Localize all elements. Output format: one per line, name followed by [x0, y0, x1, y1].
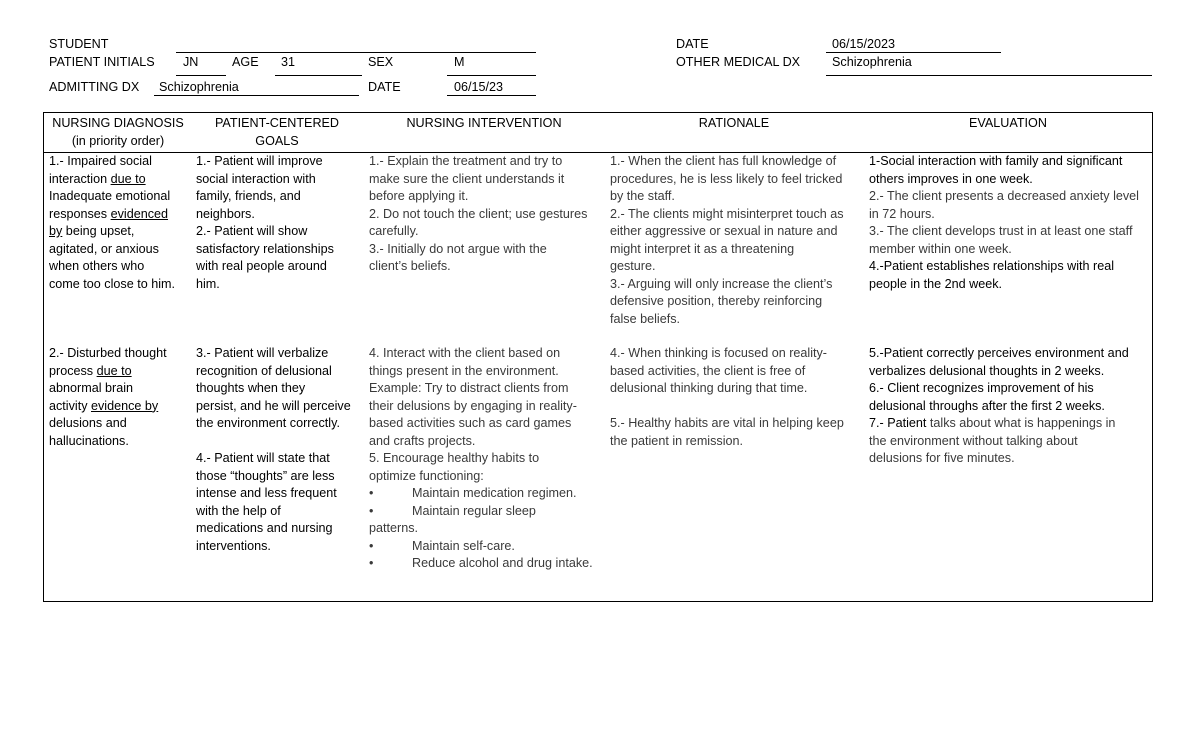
bullet-text: Maintain self-care. — [412, 538, 515, 553]
text-line: agitated, or anxious — [49, 241, 159, 256]
text-line: 2. Do not touch the client; use gestures — [369, 206, 588, 221]
date-label: DATE — [676, 37, 709, 51]
text-line: gesture. — [610, 259, 656, 273]
text-line: thoughts when they — [196, 381, 306, 395]
text-span: talks about what is happenings in — [926, 416, 1116, 430]
text-line — [49, 171, 195, 189]
underlined-text: due to — [110, 171, 146, 186]
underlined-text: evidence by — [91, 398, 159, 413]
text-line: 5.-Patient correctly perceives environment and — [869, 346, 1129, 360]
text-line: 3.- Arguing will only increase the client’s — [610, 276, 833, 291]
text-line: member within one week. — [869, 241, 1012, 256]
text-line: carefully. — [369, 224, 419, 238]
text-line: 3.- Patient will verbalize — [196, 346, 329, 360]
text-line: with real people around — [196, 259, 327, 273]
bullet-icon: • — [369, 486, 374, 500]
text-line — [49, 223, 195, 241]
patient-initials-value: JN — [183, 55, 199, 69]
text-line: delusions and — [49, 416, 127, 430]
text-line: before applying it. — [369, 189, 469, 203]
text-line: either aggressive or sexual in nature and — [610, 224, 838, 238]
text-line: the environment without talking about — [869, 433, 1078, 448]
text-line — [869, 415, 1151, 433]
text-line: in 72 hours. — [869, 206, 935, 221]
admit-date-label: DATE — [368, 80, 401, 94]
text-line: 4.- Patient will state that — [196, 451, 330, 465]
text-line: optimize functioning: — [369, 468, 484, 483]
text-line: based activities, the client is free of — [610, 363, 806, 378]
row2-intervention — [369, 345, 609, 573]
other-medical-dx-line — [826, 75, 1152, 76]
text-line: with the help of — [196, 503, 281, 518]
text-line: when others who — [49, 259, 145, 273]
text-line: make sure the client understands it — [369, 171, 565, 186]
row2-nursing-diagnosis — [49, 345, 195, 450]
text-span: activity — [49, 398, 91, 413]
text-line: patterns. — [369, 521, 419, 535]
text-line: delusional throughs after the first 2 weeks. — [869, 398, 1105, 413]
text-line: delusions for five minutes. — [869, 451, 1015, 465]
text-span: 7.- Patient — [869, 416, 927, 430]
header-nursing-diagnosis-title: NURSING DIAGNOSIS — [52, 116, 184, 130]
row2-evaluation — [869, 345, 1151, 468]
admitting-dx-line — [154, 95, 359, 96]
sex-line — [447, 75, 536, 76]
text-line: 1-Social interaction with family and significant — [869, 154, 1123, 168]
underlined-text: by — [49, 224, 63, 238]
text-line: those “thoughts” are less — [196, 468, 335, 483]
bullet-icon: • — [369, 503, 374, 518]
text-line: recognition of delusional — [196, 363, 332, 378]
patient-initials-line — [176, 75, 226, 76]
text-line: verbalizes delusional thoughts in 2 weeks. — [869, 363, 1105, 378]
text-line: delusional thinking during that time. — [610, 381, 808, 395]
text-line — [49, 398, 195, 416]
sex-label: SEX — [368, 55, 394, 69]
text-line: defensive position, thereby reinforcing — [610, 294, 823, 308]
text-line: false beliefs. — [610, 311, 681, 326]
text-line: 6.- Client recognizes improvement of his — [869, 381, 1094, 395]
bullet-item — [369, 503, 609, 521]
underlined-text: evidenced — [110, 206, 169, 221]
text-line: abnormal brain — [49, 381, 134, 395]
admit-date-value: 06/15/23 — [454, 80, 504, 94]
student-label: STUDENT — [49, 37, 109, 51]
bullet-item — [369, 555, 609, 573]
text-line: based activities such as card games — [369, 416, 572, 430]
admitting-dx-value: Schizophrenia — [159, 80, 239, 94]
row1-rationale — [610, 153, 860, 328]
text-line: family, friends, and — [196, 189, 301, 203]
text-span: being upset, — [62, 224, 135, 238]
text-line: 2.- The client presents a decreased anxiety level — [869, 189, 1139, 203]
text-line: 4. Interact with the client based on — [369, 346, 561, 360]
text-span: interaction — [49, 171, 111, 186]
bullet-text: Maintain regular sleep — [412, 503, 536, 518]
text-line: the environment correctly. — [196, 416, 340, 430]
header-nursing-intervention: NURSING INTERVENTION — [406, 116, 562, 130]
text-line: 5.- Healthy habits are vital in helping keep — [610, 416, 844, 430]
header-evaluation: EVALUATION — [969, 116, 1047, 130]
text-line: neighbors. — [196, 206, 255, 221]
text-line: 2.- The clients might misinterpret touch as — [610, 206, 844, 221]
text-line: 1.- Impaired social — [49, 154, 152, 168]
other-medical-dx-label: OTHER MEDICAL DX — [676, 55, 801, 69]
row1-evaluation — [869, 153, 1151, 293]
header-patient-centered-goals: PATIENT-CENTERED GOALS — [214, 116, 340, 148]
row2-goals — [196, 345, 364, 555]
header-nursing-diagnosis — [44, 115, 192, 150]
text-line: hallucinations. — [49, 433, 129, 448]
bullet-icon: • — [369, 556, 374, 570]
text-line: intense and less frequent — [196, 486, 337, 500]
text-line: social interaction with — [196, 171, 316, 186]
text-line: Inadequate emotional — [49, 189, 171, 203]
text-line: things present in the environment. — [369, 363, 559, 378]
text-line: 2.- Patient will show — [196, 224, 308, 238]
text-line: by the staff. — [610, 189, 675, 203]
age-label: AGE — [232, 55, 259, 69]
text-line: 3.- Initially do not argue with the — [369, 241, 547, 256]
sex-value: M — [454, 55, 465, 69]
header-rationale: RATIONALE — [698, 116, 770, 130]
text-line: their delusions by engaging in reality- — [369, 398, 577, 413]
text-line — [49, 363, 195, 381]
row1-nursing-diagnosis — [49, 153, 195, 293]
text-line: client’s beliefs. — [369, 259, 451, 273]
text-span: responses — [49, 206, 111, 221]
other-medical-dx-value: Schizophrenia — [832, 55, 912, 69]
bullet-icon: • — [369, 538, 374, 553]
text-line: 2.- Disturbed thought — [49, 346, 167, 360]
date-line — [826, 52, 1001, 53]
text-line: persist, and he will perceive — [196, 398, 351, 413]
text-line: him. — [196, 276, 220, 291]
text-line: 4.-Patient establishes relationships with real — [869, 259, 1115, 273]
header-priority-order: (in priority order) — [71, 133, 165, 148]
text-line: 1.- Explain the treatment and try to — [369, 154, 563, 168]
underlined-text: due to — [96, 363, 132, 378]
text-line: 1.- Patient will improve — [196, 154, 323, 168]
text-line: 5. Encourage healthy habits to — [369, 451, 540, 465]
care-plan-table — [43, 112, 1153, 602]
patient-initials-label: PATIENT INITIALS — [49, 55, 155, 69]
text-line: interventions. — [196, 538, 271, 553]
admit-date-line — [447, 95, 536, 96]
date-value: 06/15/2023 — [832, 37, 896, 51]
text-line: medications and nursing — [196, 521, 333, 535]
bullet-item — [369, 485, 609, 503]
bullet-text: Reduce alcohol and drug intake. — [412, 556, 593, 570]
text-line: 3.- The client develops trust in at least one staff — [869, 224, 1133, 238]
age-line — [275, 75, 362, 76]
text-line: satisfactory relationships — [196, 241, 334, 256]
spacer — [196, 433, 364, 451]
text-line: Example: Try to distract clients from — [369, 381, 569, 395]
age-value: 31 — [281, 55, 296, 69]
text-line — [49, 206, 195, 224]
text-line: others improves in one week. — [869, 171, 1033, 186]
bullet-text: Maintain medication regimen. — [412, 486, 577, 500]
text-line: the patient in remission. — [610, 433, 744, 448]
text-span: process — [49, 363, 97, 378]
student-field-line — [176, 52, 536, 53]
text-line: might interpret it as a threatening — [610, 241, 795, 256]
text-line: 4.- When thinking is focused on reality- — [610, 346, 827, 360]
row2-rationale — [610, 345, 860, 450]
text-line: come too close to him. — [49, 276, 175, 291]
text-line: people in the 2nd week. — [869, 276, 1003, 291]
row1-goals — [196, 153, 364, 293]
text-line: procedures, he is less likely to feel tricked — [610, 171, 843, 186]
text-line: and crafts projects. — [369, 433, 476, 448]
row1-intervention — [369, 153, 609, 276]
spacer — [610, 398, 860, 416]
admitting-dx-label: ADMITTING DX — [49, 80, 140, 94]
text-line: 1.- When the client has full knowledge of — [610, 154, 837, 168]
bullet-item — [369, 538, 609, 556]
